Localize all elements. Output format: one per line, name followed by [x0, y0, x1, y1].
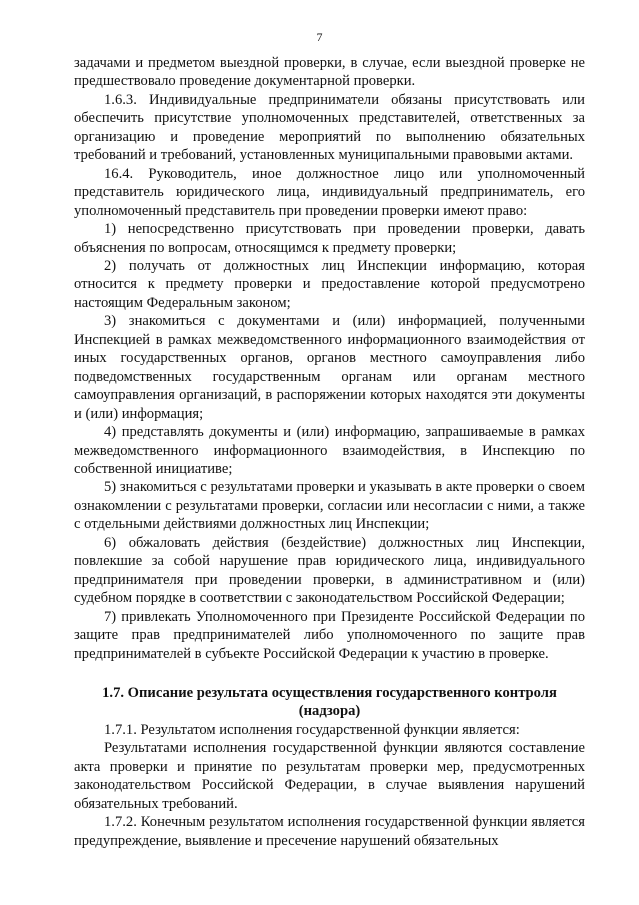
list-item-6: 6) обжаловать действия (бездействие) должностных лиц Инспекции, повлекшие за собой нарушение прав юридического лица, индивидуального предпринимателя при проведении проверки, в административном и (или) судебном порядке в соответствии с законодательством Российской Федерации; [74, 534, 585, 607]
list-item-7: 7) привлекать Уполномоченного при Президенте Российской Федерации по защите прав предпринимателей либо уполномоченного по защите прав предпринимателей в субъекте Российской Федерации к участию в проверке. [74, 608, 585, 662]
paragraph-1-6-3: 1.6.3. Индивидуальные предприниматели обязаны присутствовать или обеспечить присутствие уполномоченных представителей, ответственных за организацию и проведение мероприятий по выполнению обязательных требований и требований, установленных муниципальными правовыми актами. [74, 91, 585, 164]
page-number: 7 [316, 30, 323, 44]
paragraph-16-4: 16.4. Руководитель, иное должностное лицо или уполномоченный представитель юридического лица, индивидуальный предприниматель, его уполномоченный представитель при проведении проверки имеют право: [74, 165, 585, 219]
paragraph-results: Результатами исполнения государственной функции являются составление акта проверки и принятие по результатам проверки мер, предусмотренных законодательством Российской Федерации, в случае выявления нарушений обязательных требований. [74, 740, 585, 812]
section-title: 1.7. Описание результата осуществления государственного контроля (надзора) [102, 684, 557, 720]
list-item-2: 2) получать от должностных лиц Инспекции информацию, которая относится к предмету проверки и предоставление которой предусмотрено настоящим Федеральным законом; [74, 257, 585, 311]
list-item-1: 1) непосредственно присутствовать при проведении проверки, давать объяснения по вопросам, относящимся к предмету проверки; [74, 221, 585, 256]
list-item-5: 5) знакомиться с результатами проверки и указывать в акте проверки о своем ознакомлении с результатами проверки, согласии или несогласии с ними, а также с отдельными действиями должностных лиц Инспекции; [74, 479, 585, 533]
paragraph-1-7-1: 1.7.1. Результатом исполнения государственной функции является: [104, 721, 520, 738]
paragraph-continuation: задачами и предметом выездной проверки, в случае, если выездной проверке не предшествовало проведение документарной проверки. [74, 55, 585, 90]
paragraph-1-7-2: 1.7.2. Конечным результатом исполнения государственной функции является предупреждение, выявление и пресечение нарушений обязательных [74, 814, 585, 849]
list-item-4: 4) представлять документы и (или) информацию, запрашиваемые в рамках межведомственного информационного взаимодействия, в Инспекцию по собственной инициативе; [74, 424, 585, 477]
document-body [74, 54, 585, 850]
list-item-3: 3) знакомиться с документами и (или) информацией, полученными Инспекцией в рамках межведомственного информационного взаимодействия от иных государственных органов, органов местного самоуправления либо подведомственных государственным органам или органам местного самоуправления организаций, в распоряжении которых находятся эти документы и (или) информация; [74, 313, 585, 422]
